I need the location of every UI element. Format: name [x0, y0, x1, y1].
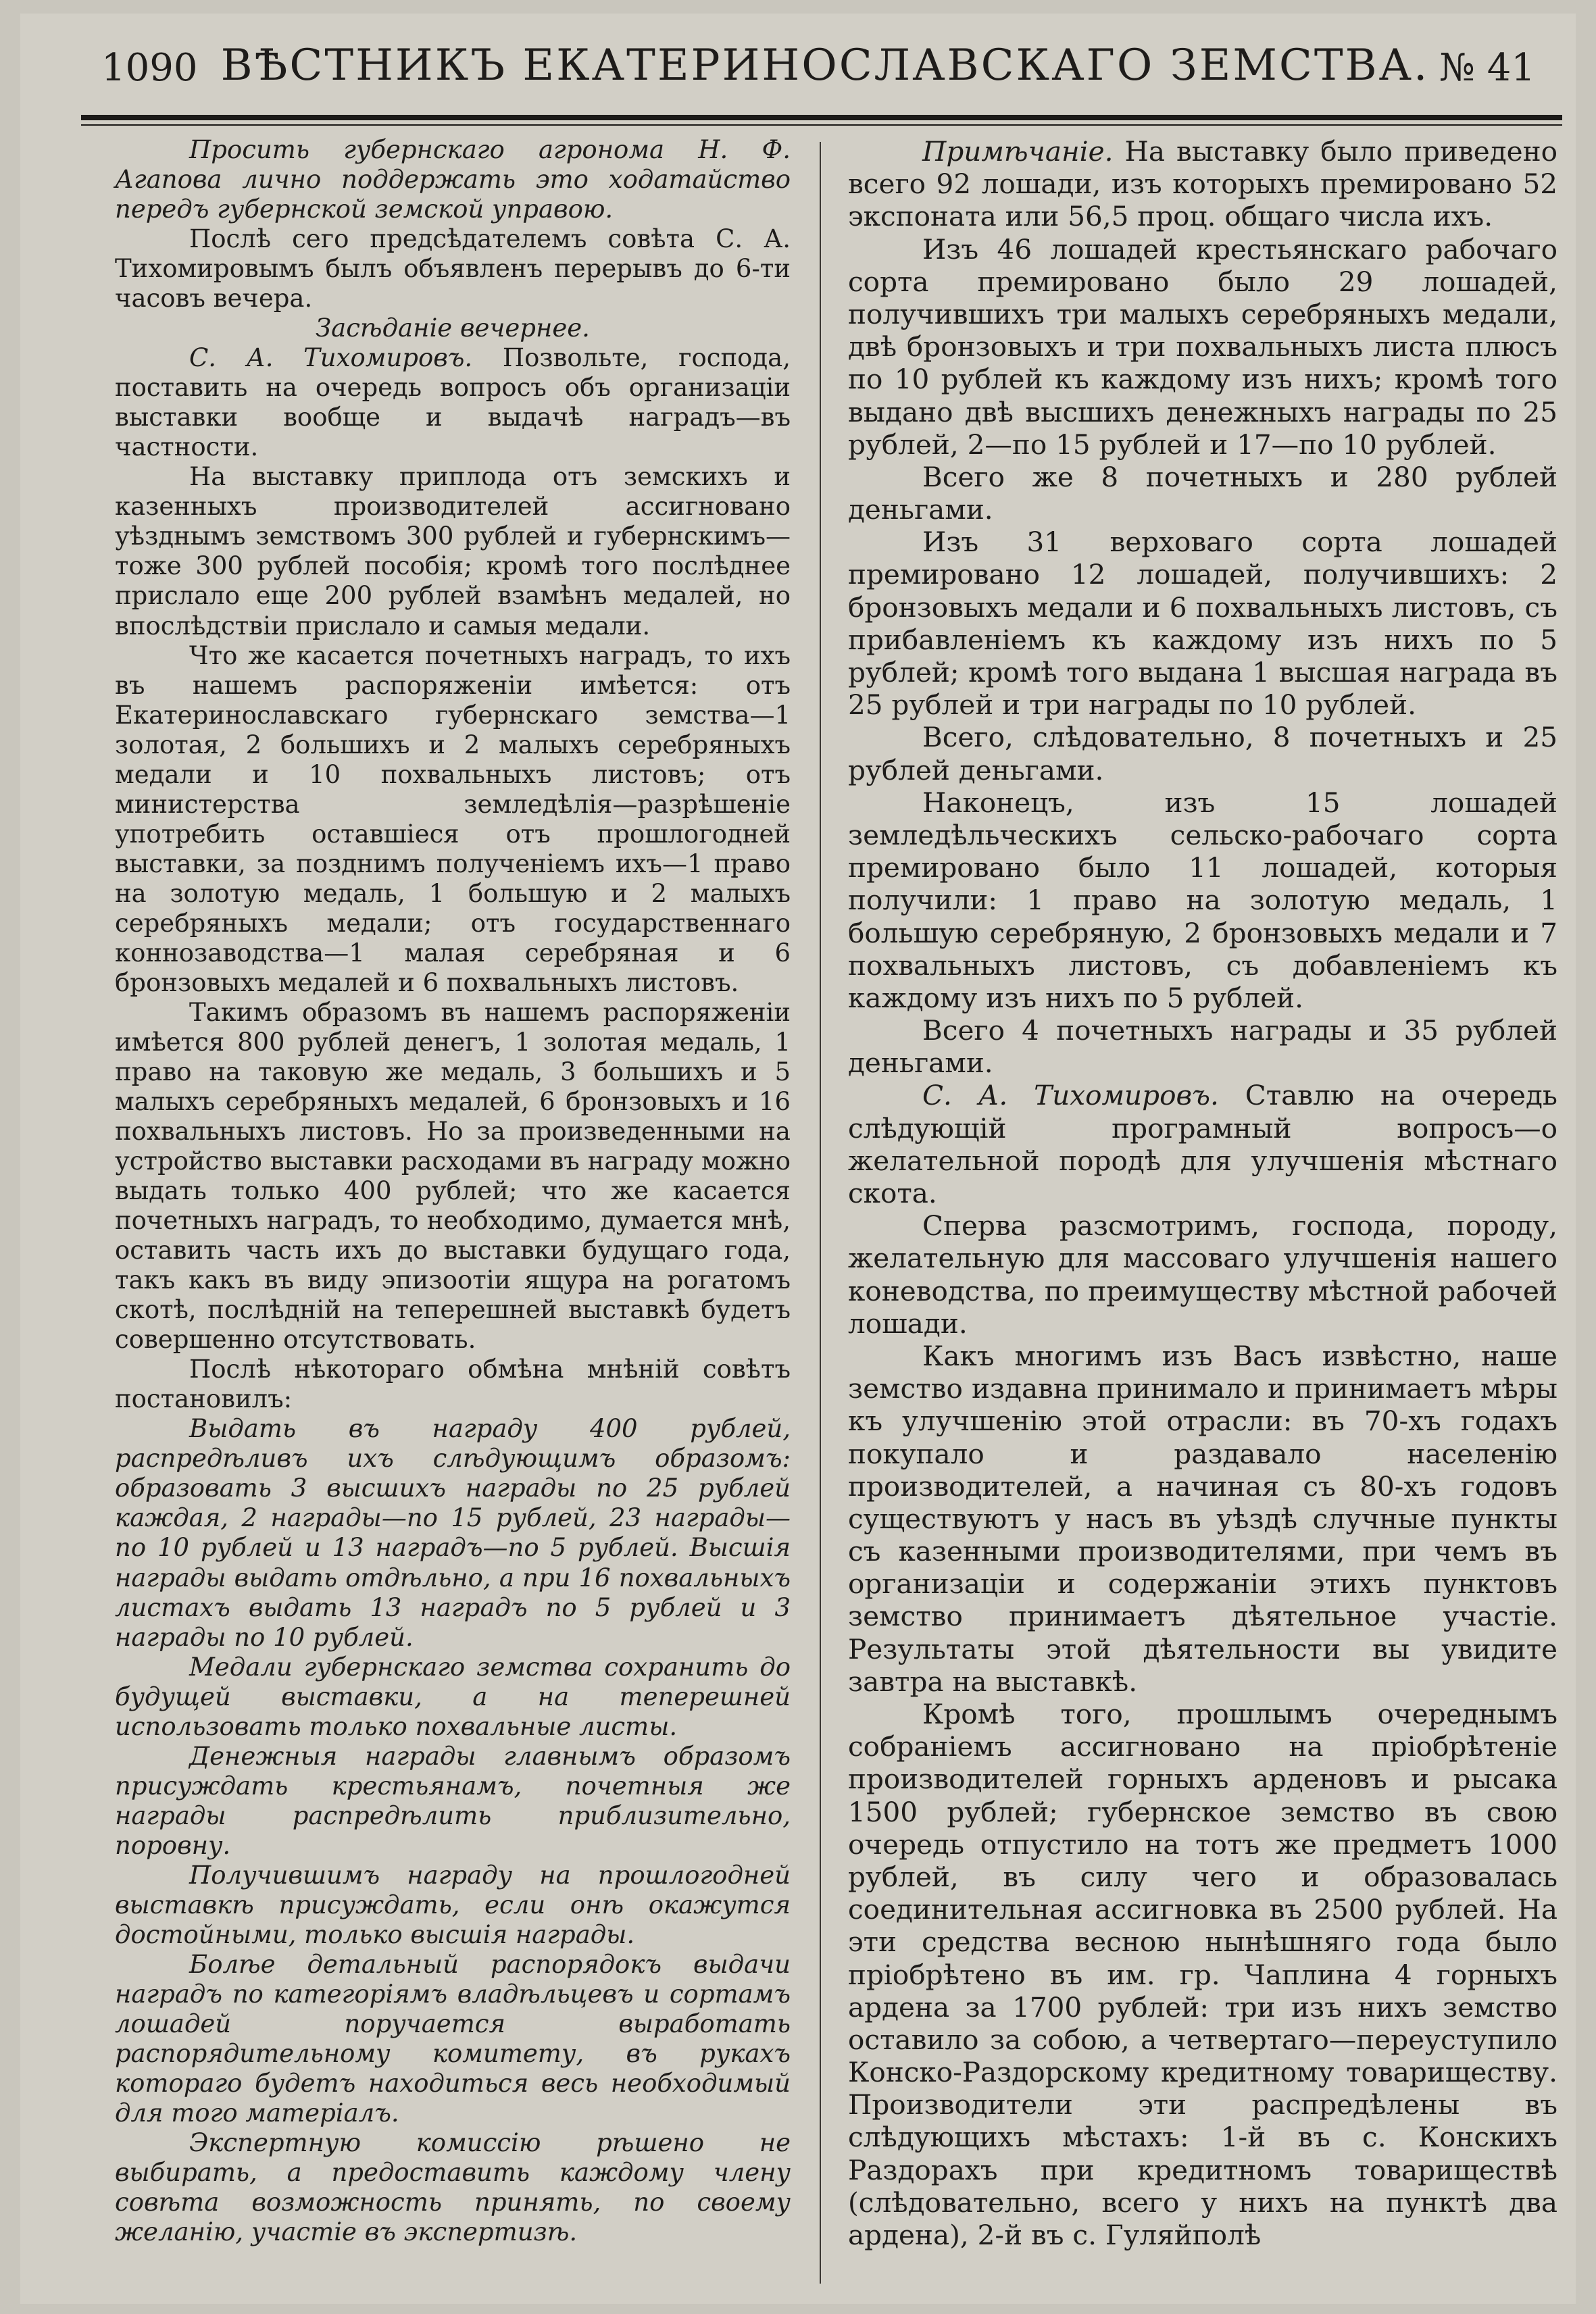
paragraph-text: Изъ 46 лошадей крестьянскаго рабочаго сорта премировано было 29 лошадей, получившихъ три малыхъ серебряныхъ медали, двѣ бронзовыхъ и три похвальныхъ листа плюсъ по 10 рублей къ каждому изъ нихъ; кромѣ того выдано двѣ высшихъ денежныхъ награды по 25 рублей, 2—по 15 рублей и 17—по 10 рублей. — [848, 232, 1557, 461]
paragraph — [115, 998, 791, 1355]
paragraph-text: Экспертную комиссію рѣшено не выбирать, а предоставить каждому члену совѣта возможность принять, по своему желанію, участіе въ экспертизѣ. — [115, 2128, 791, 2247]
paragraph-text: Всего 4 почетныхъ награды и 35 рублей деньгами. — [848, 1014, 1557, 1080]
paragraph-text: Наконецъ, изъ 15 лошадей земледѣльческихъ сельско-рабочаго сорта премировано было 11 лошадей, которыя получили: 1 право на золотую медаль, 1 большую серебряную, 2 бронзовыхъ медали и 7 похвальныхъ листовъ, съ добавленіемъ къ каждому изъ нихъ по 5 рублей. — [848, 786, 1557, 1014]
paragraph — [848, 721, 1557, 786]
paragraph — [115, 313, 791, 343]
paragraph — [115, 1414, 791, 1652]
paragraph-text: Медали губернскаго земства сохранить до будущей выставки, а на теперешней использовать только похвальные листы. — [115, 1652, 791, 1741]
paragraph — [115, 462, 791, 640]
paragraph — [848, 461, 1557, 526]
paragraph — [115, 1742, 791, 1861]
paragraph — [848, 1340, 1557, 1698]
paragraph — [848, 786, 1557, 1014]
paragraph — [115, 224, 791, 313]
paragraph — [115, 2128, 791, 2247]
journal-title: ВѢСТНИКЪ ЕКАТЕРИНОСЛАВСКАГО ЗЕМСТВА. — [220, 41, 1430, 91]
paragraph-text: Изъ 31 верховаго сорта лошадей премировано 12 лошадей, получившихъ: 2 бронзовыхъ медали и 6 похвальныхъ листовъ, съ прибавленіемъ къ каждому изъ нихъ по 5 рублей; кромѣ того выдана 1 высшая награда въ 25 рублей и три награды по 10 рублей. — [848, 526, 1557, 722]
paragraph — [115, 343, 791, 462]
speaker-name: Примѣчаніе. — [922, 135, 1114, 168]
paragraph — [115, 1950, 791, 2128]
newspaper-page — [20, 14, 1576, 2304]
speaker-name: С. А. Тихомировъ. — [922, 1079, 1219, 1112]
paragraph-text: Выдать въ награду 400 рублей, распредѣливъ ихъ слѣдующимъ образомъ: образовать 3 высшихъ награды по 25 рублей каждая, 2 награды—по 15 рублей, 23 награды—по 10 рублей и 13 наградъ—по 5 рублей. Высшія награды выдать отдѣльно, а при 16 похвальныхъ листахъ выдать 13 наградъ по 5 рублей и 3 награды по 10 рублей. — [115, 1414, 791, 1652]
paragraph — [115, 1653, 791, 1742]
paragraph — [115, 135, 791, 224]
paragraph-text: Позвольте, господа, поставить на очередь вопросъ объ организаціи выставки вообще и выдачѣ наградъ—въ частности. — [115, 343, 791, 462]
paragraph — [848, 1209, 1557, 1340]
right-column — [848, 135, 1557, 2251]
paragraph-text: Сперва разсмотримъ, господа, породу, желательную для массоваго улучшенія нашего коневодства, по преимуществу мѣстной рабочей лошади. — [848, 1209, 1557, 1340]
page-number: 1090 — [101, 46, 198, 90]
issue-number: № 41 — [1439, 46, 1535, 90]
paragraph — [848, 526, 1557, 721]
paragraph-text: На выставку приплода отъ земскихъ и казенныхъ производителей ассигновано уѣзднымъ земствомъ 300 рублей и губернскимъ—тоже 300 рублей пособія; кромѣ того послѣднее прислало еще 200 рублей взамѣнъ медалей, но впослѣдствіи прислало и самыя медали. — [115, 462, 791, 640]
paragraph — [115, 1861, 791, 1950]
paragraph — [848, 1014, 1557, 1079]
paragraph — [848, 135, 1557, 233]
paragraph-text: Получившимъ награду на прошлогодней выставкѣ присуждать, если онѣ окажутся достойными, только высшія награды. — [115, 1860, 791, 1949]
speaker-name: С. А. Тихомировъ. — [189, 343, 473, 373]
paragraph-text: Болѣе детальный распорядокъ выдачи наградъ по категоріямъ владѣльцевъ и сортамъ лошадей поручается выработать распорядительному комитету, въ рукахъ котораго будетъ находиться весь необходимый для того матеріалъ. — [115, 1949, 791, 2128]
paragraph-text: Послѣ сего предсѣдателемъ совѣта С. А. Тихомировымъ былъ объявленъ перерывъ до 6-ти часовъ вечера. — [115, 224, 791, 313]
paragraph-text: Такимъ образомъ въ нашемъ распоряженіи имѣется 800 рублей денегъ, 1 золотая медаль, 1 право на таковую же медаль, 3 большихъ и 5 малыхъ серебряныхъ медалей, 6 бронзовыхъ и 16 похвальныхъ листовъ. Но за произведенными на устройство выставки расходами въ награду можно выдать только 400 рублей; что же касается почетныхъ наградъ, то необходимо, думается мнѣ, оставить часть ихъ до выставки будущаго года, такъ какъ въ виду эпизоотіи ящура на рогатомъ скотѣ, послѣдній на теперешней выставкѣ будетъ совершенно отсутствовать. — [115, 997, 791, 1355]
page-header — [101, 34, 1549, 108]
paragraph-text: Всего, слѣдовательно, 8 почетныхъ и 25 рублей деньгами. — [848, 721, 1557, 786]
paragraph-text: Всего же 8 почетныхъ и 280 рублей деньгами. — [848, 460, 1557, 526]
paragraph-text: Послѣ нѣкотораго обмѣна мнѣній совѣтъ постановилъ: — [115, 1355, 791, 1414]
paragraph-text: Какъ многимъ изъ Васъ извѣстно, наше земство издавна принимало и принимаетъ мѣры къ улучшенію этой отрасли: въ 70-хъ годахъ покупало и раздавало населенію производителей, а начиная съ 80-хъ годовъ существуютъ у насъ въ уѣздѣ случные пункты съ казенными производителями, при чемъ въ организаціи и содержаніи этихъ пунктовъ земство принимаетъ дѣятельное участіе. Результаты этой дѣятельности вы увидите завтра на выставкѣ. — [848, 1339, 1557, 1698]
left-column — [115, 135, 791, 2247]
paragraph — [848, 233, 1557, 461]
paragraph-text: На выставку было приведено всего 92 лошади, изъ которыхъ премировано 52 экспоната или 56,5 проц. общаго числа ихъ. — [848, 135, 1557, 233]
header-rule — [81, 115, 1562, 126]
paragraph — [115, 1355, 791, 1414]
column-divider — [820, 142, 821, 2284]
paragraph-text: Что же касается почетныхъ наградъ, то ихъ въ нашемъ распоряженіи имѣется: отъ Екатеринославскаго губернскаго земства—1 золотая, 2 большихъ и 2 малыхъ серебряныхъ медали и 10 похвальныхъ листовъ; отъ министерства земледѣлія—разрѣшеніе употребить оставшіеся отъ прошлогодней выставки, за позднимъ полученіемъ ихъ—1 право на золотую медаль, 1 большую и 2 малыхъ серебряныхъ медали; отъ государственнаго коннозаводства—1 малая серебряная и 6 бронзовыхъ медалей и 6 похвальныхъ листовъ. — [115, 640, 791, 997]
paragraph-text: Засѣданіе вечернее. — [316, 313, 590, 343]
paragraph-text: Просить губернскаго агронома Н. Ф. Агапова лично поддержать это ходатайство передъ губернской земской управою. — [115, 135, 791, 224]
paragraph — [848, 1698, 1557, 2251]
paragraph — [848, 1079, 1557, 1209]
paragraph-text: Ставлю на очередь слѣдующій програмный вопросъ—о желательной породѣ для улучшенія мѣстнаго скота. — [848, 1079, 1557, 1209]
paragraph-text: Кромѣ того, прошлымъ очереднымъ собраніемъ ассигновано на пріобрѣтеніе производителей горныхъ арденовъ и рысака 1500 рублей; губернское земство въ свою очередь отпустило на тотъ же предметъ 1000 рублей, въ силу чего и образовалась соединительная ассигновка въ 2500 рублей. На эти средства весною нынѣшняго года было пріобрѣтено въ им. гр. Чаплина 4 горныхъ ардена за 1700 рублей: три изъ нихъ земство оставило за собою, а четвертаго—переуступило Конско-Раздорскому кредитному товариществу. Производители эти распредѣлены въ слѣдующихъ мѣстахъ: 1-й въ с. Конскихъ Раздорахъ при кредитномъ товариществѣ (слѣдовательно, всего у нихъ на пунктѣ два ардена), 2-й въ с. Гуляйполѣ — [848, 1698, 1557, 2251]
paragraph — [115, 641, 791, 998]
paragraph-text: Денежныя награды главнымъ образомъ присуждать крестьянамъ, почетныя же награды распредѣлить приблизительно, поровну. — [115, 1741, 791, 1860]
